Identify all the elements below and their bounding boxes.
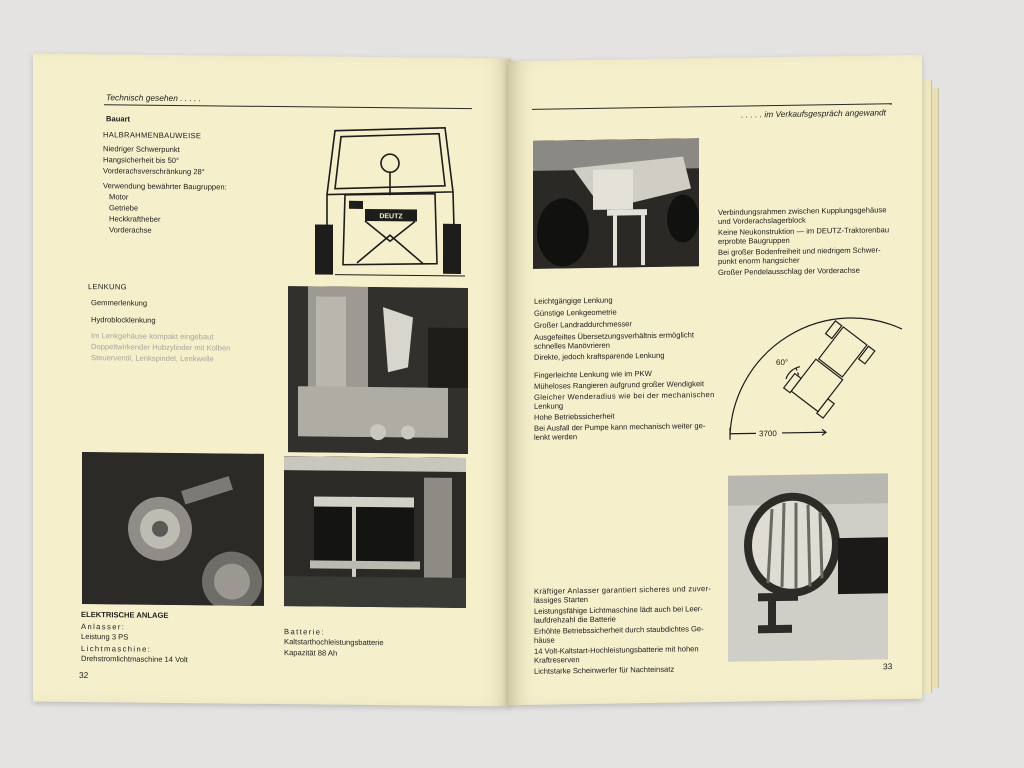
steering-benefit-line: schnelles Manövrieren	[534, 340, 610, 351]
steering-benefit-line: Ausgefeiltes Übersetzungsverhältnis ermöglicht	[534, 330, 694, 342]
frame-text-line: erprobte Baugruppen	[718, 235, 790, 246]
steering-box-photo	[288, 286, 468, 454]
steering-line: Doppeltwirkender Hubzylinder mit Kolben	[91, 342, 231, 353]
headlight-photo	[728, 473, 888, 662]
alternator-label: Lichtmaschine:	[81, 643, 152, 654]
electrical-benefit-line: häuse	[534, 635, 555, 645]
page-number: 33	[883, 661, 893, 672]
electrical-heading: ELEKTRISCHE ANLAGE	[81, 609, 169, 620]
electrical-benefit-line: Kraftreserven	[534, 655, 580, 665]
steering-line: Gemmerlenkung	[91, 298, 148, 308]
header-rule	[104, 104, 472, 109]
construction-heading: Bauart	[106, 114, 131, 124]
steering-benefit-line: Direkte, jedoch kraftsparende Lenkung	[534, 350, 665, 362]
turning-radius-diagram	[726, 311, 922, 454]
battery-label: Batterie:	[284, 627, 325, 637]
battery-value: Kaltstarthochleistungsbatterie	[284, 637, 384, 648]
construction-subheading: HALBRAHMENBAUWEISE	[103, 130, 202, 141]
right-page	[508, 55, 922, 706]
construction-line: Vorderachsverschränkung 28°	[103, 166, 205, 177]
steering-heading: LENKUNG	[88, 282, 127, 292]
right-page-header: . . . . . im Verkaufsgespräch angewandt	[741, 107, 886, 120]
electrical-benefit-line: laufdrehzahl die Batterie	[534, 614, 616, 625]
hydro-benefit-line: Bei Ausfall der Pumpe kann mechanisch weiter ge-	[534, 421, 706, 433]
group-item: Vorderachse	[109, 225, 152, 235]
hydro-benefit-line: Fingerleichte Lenkung wie im PKW	[534, 368, 652, 380]
hydro-benefit-line: Müheloses Rangieren aufgrund großer Wendigkeit	[534, 379, 704, 391]
frame-text-line: Keine Neukonstruktion — im DEUTZ-Traktorenbau	[718, 225, 890, 237]
alternator-photo	[82, 452, 264, 606]
battery-photo	[284, 456, 466, 608]
starter-value: Leistung 3 PS	[81, 631, 129, 642]
hydro-benefit-line: Hohe Betriebssicherheit	[534, 411, 615, 422]
steering-line: Hydroblocklenkung	[91, 315, 156, 325]
steering-line: Steuerventil, Lenkspindel, Lenkwelle	[91, 353, 214, 364]
left-page-header: Technisch gesehen . . . . .	[106, 92, 202, 104]
tractor-front-drawing	[305, 112, 473, 284]
groups-heading: Verwendung bewährter Baugruppen:	[103, 181, 227, 192]
frame-text-line: Verbindungsrahmen zwischen Kupplungsgehäuse	[718, 205, 887, 217]
group-item: Heckkraftheber	[109, 214, 161, 224]
electrical-benefit-line: 14 Volt-Kaltstart-Hochleistungsbatterie mit hohen	[534, 644, 699, 656]
electrical-benefit-line: Erhöhte Betriebssicherheit durch staubdichtes Ge-	[534, 624, 704, 636]
radius-label: 3700	[759, 429, 777, 439]
construction-line: Niedriger Schwerpunkt	[103, 144, 180, 155]
construction-line: Hangsicherheit bis 50°	[103, 155, 180, 166]
frame-text-line: Großer Pendelausschlag der Vorderachse	[718, 265, 860, 277]
angle-label: 60°	[776, 357, 789, 368]
group-item: Motor	[109, 192, 129, 202]
hydro-benefit-line: Lenkung	[534, 401, 564, 411]
frame-photo	[533, 138, 699, 269]
frame-text-line: und Vorderachslagerblock	[718, 215, 806, 226]
frame-text-line: punkt enorm hangsicher	[718, 255, 800, 266]
steering-line: Im Lenkgehäuse kompakt eingebaut	[91, 331, 214, 342]
electrical-benefit-line: Kräftiger Anlasser garantiert sicheres und zuver-	[534, 584, 712, 596]
starter-label: Anlasser:	[81, 621, 126, 632]
electrical-benefit-line: lässiges Starten	[534, 594, 589, 605]
left-page	[33, 53, 511, 706]
hydro-benefit-line: lenkt werden	[534, 432, 578, 442]
battery-capacity: Kapazität 88 Ah	[284, 648, 338, 658]
steering-benefit-line: Günstige Lenkgeometrie	[534, 307, 617, 318]
electrical-benefit-line: Lichtstarke Scheinwerfer für Nachteinsatz	[534, 664, 675, 676]
alternator-value: Drehstromlichtmaschine 14 Volt	[81, 653, 188, 665]
page-number: 32	[79, 669, 89, 681]
hydro-benefit-line: Gleicher Wenderadius wie bei der mechanischen	[534, 390, 715, 402]
electrical-benefit-line: Leistungsfähige Lichtmaschine lädt auch bei Leer-	[534, 604, 703, 616]
page-stack-edge	[921, 80, 932, 693]
frame-text-line: Bei großer Bodenfreiheit und niedrigem Schwer-	[718, 245, 881, 257]
steering-benefit-line: Leichtgängige Lenkung	[534, 295, 613, 306]
group-item: Getriebe	[109, 203, 139, 213]
steering-benefit-line: Großer Landraddurchmesser	[534, 319, 632, 330]
deutz-badge: DEUTZ	[379, 213, 403, 221]
